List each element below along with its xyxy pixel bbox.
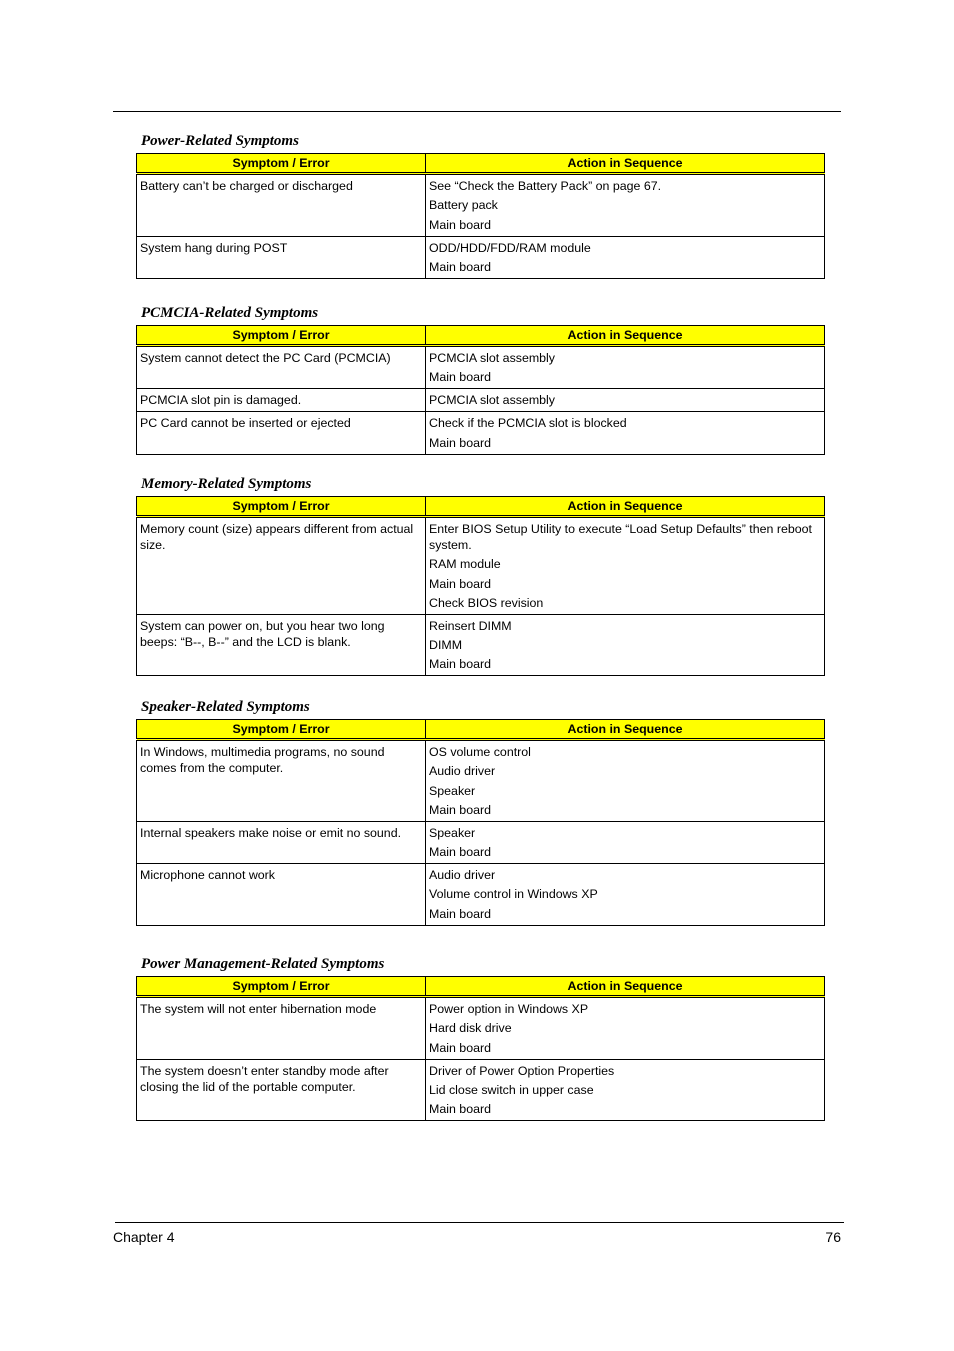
- action-cell: [426, 997, 825, 1060]
- symptom-cell: System cannot detect the PC Card (PCMCIA): [137, 346, 426, 389]
- action-item: RAM module: [429, 557, 501, 572]
- table-header-row: [137, 720, 825, 740]
- symptom-table: [136, 496, 825, 676]
- action-item: Main board: [429, 657, 491, 672]
- action-item: Main board: [429, 217, 491, 232]
- action-item: ODD/HDD/FDD/RAM module: [429, 240, 591, 255]
- section-title: Power Management-Related Symptoms: [141, 956, 385, 972]
- symptom-cell: The system will not enter hibernation mode: [137, 997, 426, 1060]
- section-title: Speaker-Related Symptoms: [141, 699, 310, 715]
- action-item: Battery pack: [429, 198, 498, 213]
- page-number: 76: [825, 1229, 841, 1245]
- table-header-row: [137, 977, 825, 997]
- action-cell: [426, 346, 825, 389]
- column-header-symptom: Symptom / Error: [137, 326, 426, 346]
- action-item: Main board: [429, 370, 491, 385]
- symptom-table: [136, 719, 825, 926]
- table-row: [137, 412, 825, 454]
- table-row: [137, 346, 825, 389]
- table-header-row: [137, 326, 825, 346]
- symptom-cell: Internal speakers make noise or emit no sound.: [137, 821, 426, 863]
- column-header-symptom: Symptom / Error: [137, 154, 426, 174]
- action-item: Check BIOS revision: [429, 595, 544, 610]
- symptom-cell: The system doesn’t enter standby mode after closing the lid of the portable computer.: [137, 1059, 426, 1121]
- action-cell: [426, 864, 825, 926]
- action-item: Speaker: [429, 783, 476, 798]
- action-item: Check if the PCMCIA slot is blocked: [429, 416, 627, 431]
- symptom-cell: Memory count (size) appears different from actual size.: [137, 517, 426, 615]
- action-cell: [426, 517, 825, 615]
- action-item: Driver of Power Option Properties: [429, 1063, 615, 1078]
- symptom-table: [136, 153, 825, 279]
- symptom-table: [136, 325, 825, 455]
- column-header-symptom: Symptom / Error: [137, 977, 426, 997]
- table-row: [137, 236, 825, 278]
- action-item: OS volume control: [429, 745, 531, 759]
- table-row: [137, 997, 825, 1060]
- action-item: Main board: [429, 1040, 491, 1055]
- action-cell: [426, 236, 825, 278]
- action-item: Main board: [429, 259, 491, 274]
- column-header-action: Action in Sequence: [426, 497, 825, 517]
- column-header-action: Action in Sequence: [426, 720, 825, 740]
- action-item: Main board: [429, 435, 491, 450]
- action-item: Lid close switch in upper case: [429, 1082, 594, 1097]
- symptom-cell: In Windows, multimedia programs, no sound comes from the computer.: [137, 740, 426, 822]
- action-cell: [426, 412, 825, 454]
- action-item: Audio driver: [429, 764, 496, 779]
- action-item: Audio driver: [429, 868, 496, 883]
- section-speaker: [136, 698, 824, 926]
- action-item: Main board: [429, 1102, 491, 1117]
- column-header-action: Action in Sequence: [426, 977, 825, 997]
- section-power: [136, 132, 824, 279]
- table-row: [137, 174, 825, 237]
- header-rule: [113, 111, 841, 112]
- action-item: Volume control in Windows XP: [429, 887, 598, 902]
- action-item: PCMCIA slot assembly: [429, 351, 556, 365]
- symptom-table: [136, 976, 825, 1121]
- action-item: See “Check the Battery Pack” on page 67.: [429, 179, 662, 193]
- column-header-symptom: Symptom / Error: [137, 720, 426, 740]
- action-cell: [426, 740, 825, 822]
- action-cell: [426, 174, 825, 237]
- table-row: [137, 864, 825, 926]
- action-item: Main board: [429, 802, 491, 817]
- footer-rule: [115, 1222, 844, 1223]
- action-item: PCMCIA slot assembly: [429, 393, 556, 408]
- section-title: PCMCIA-Related Symptoms: [141, 305, 319, 321]
- table-row: [137, 740, 825, 822]
- table-row: [137, 389, 825, 412]
- section-title: Power-Related Symptoms: [141, 133, 299, 149]
- action-cell: [426, 389, 825, 412]
- symptom-cell: PCMCIA slot pin is damaged.: [137, 389, 426, 412]
- table-header-row: [137, 154, 825, 174]
- table-row: [137, 1059, 825, 1121]
- column-header-symptom: Symptom / Error: [137, 497, 426, 517]
- section-memory: [136, 475, 824, 676]
- section-power-management: [136, 955, 824, 1121]
- table-row: [137, 517, 825, 615]
- action-item: Main board: [429, 845, 491, 860]
- section-title: Memory-Related Symptoms: [141, 476, 312, 492]
- symptom-cell: System can power on, but you hear two long beeps: “B--, B--” and the LCD is blank.: [137, 614, 426, 676]
- action-cell: [426, 821, 825, 863]
- action-cell: [426, 1059, 825, 1121]
- symptom-cell: PC Card cannot be inserted or ejected: [137, 412, 426, 454]
- action-item: Hard disk drive: [429, 1021, 512, 1036]
- action-item: Reinsert DIMM: [429, 618, 512, 633]
- table-header-row: [137, 497, 825, 517]
- action-item: Enter BIOS Setup Utility to execute “Load Setup Defaults” then reboot system.: [429, 522, 812, 552]
- table-row: [137, 821, 825, 863]
- symptom-cell: Battery can’t be charged or discharged: [137, 174, 426, 237]
- action-item: Main board: [429, 576, 491, 591]
- footer-chapter: Chapter 4: [113, 1229, 175, 1245]
- action-cell: [426, 614, 825, 676]
- symptom-cell: System hang during POST: [137, 236, 426, 278]
- column-header-action: Action in Sequence: [426, 154, 825, 174]
- symptom-cell: Microphone cannot work: [137, 864, 426, 926]
- column-header-action: Action in Sequence: [426, 326, 825, 346]
- section-pcmcia: [136, 304, 824, 455]
- action-item: Main board: [429, 906, 491, 921]
- table-row: [137, 614, 825, 676]
- action-item: Power option in Windows XP: [429, 1002, 589, 1016]
- action-item: DIMM: [429, 638, 463, 653]
- action-item: Speaker: [429, 825, 476, 840]
